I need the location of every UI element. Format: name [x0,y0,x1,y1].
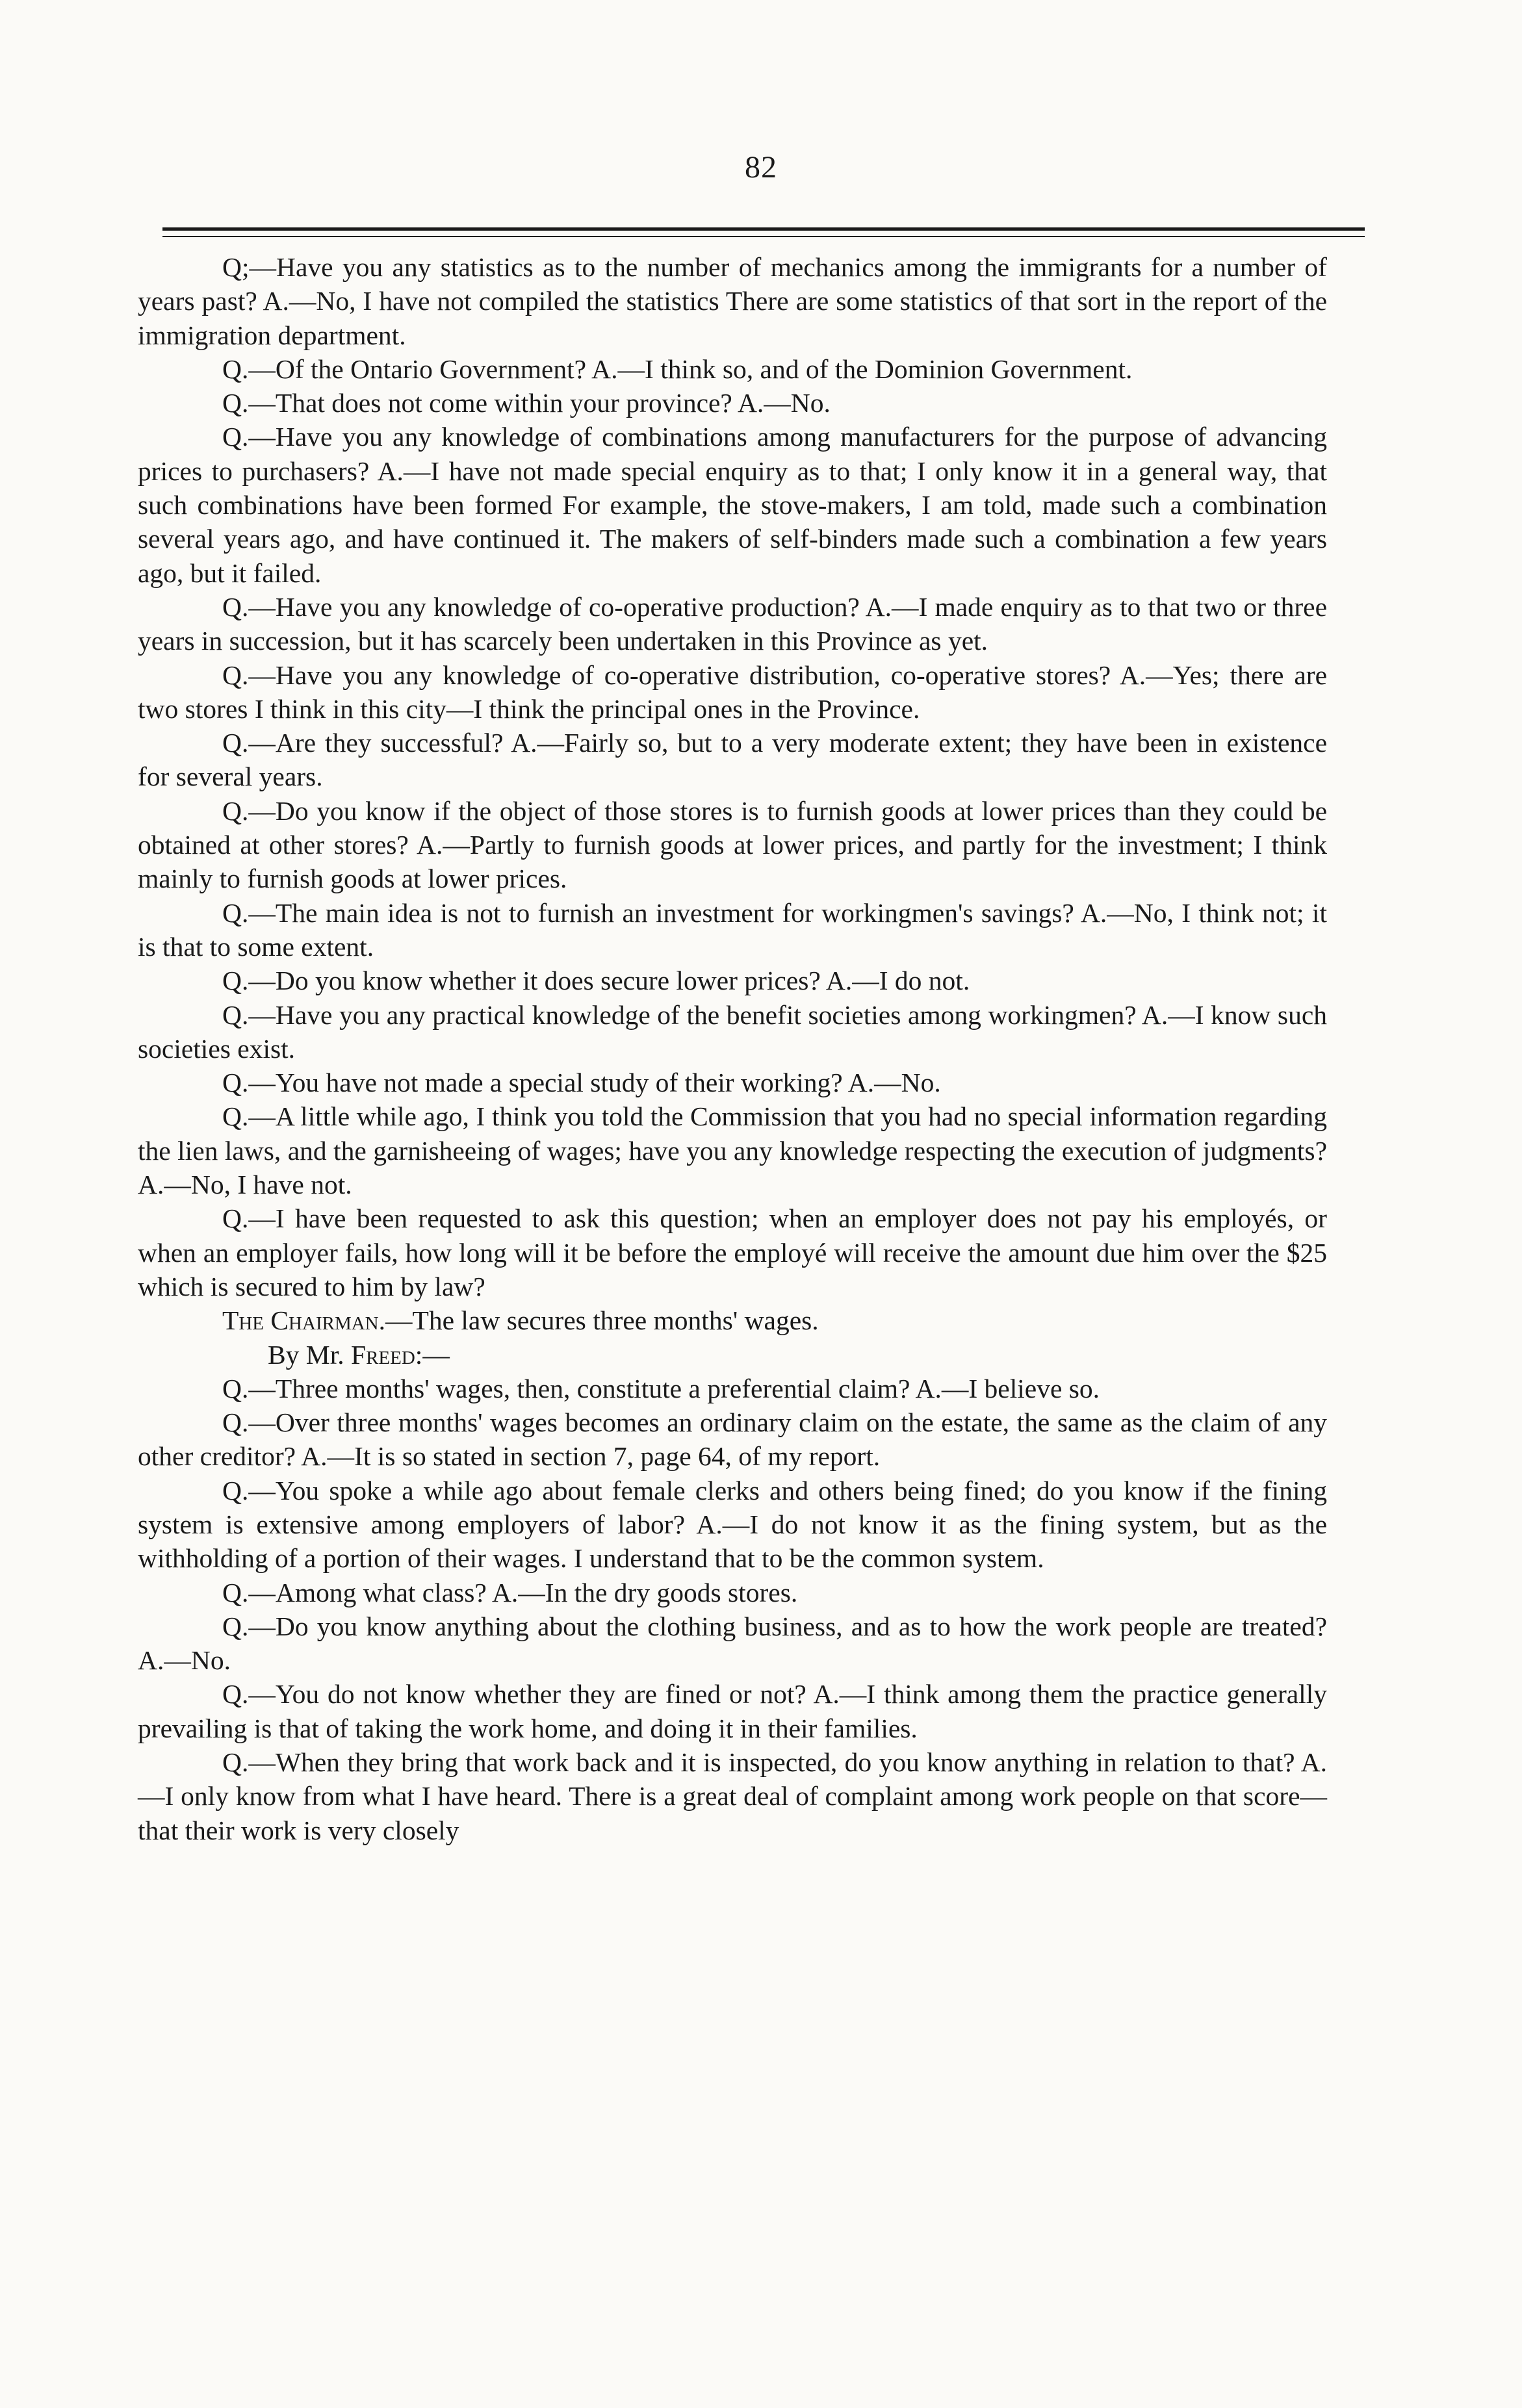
paragraph: Q.—I have been requested to ask this question; when an employer does not pay his employés, or when an employer fails, how long will it be before the employé will receive the amount due him over the $25 which is secured to him by law? [138,1203,1327,1301]
chairman-text: —The law secures three months' wages. [385,1305,819,1336]
paragraph: Q;—Have you any statistics as to the number of mechanics among the immigrants for a number of years past? A.—No, I have not compiled the statistics There are some statistics of that sort in the report of the immigration department. [138,252,1327,350]
header-rule-thin [162,236,1365,237]
paragraph: Q.—Do you know anything about the clothing business, and as to how the work people are treated? A.—No. [138,1611,1327,1676]
paragraph: Q.—Have you any knowledge of co-operative production? A.—I made enquiry as to that two or three years in succession, but it has scarcely been undertaken in this Province as yet. [138,591,1327,656]
chairman-statement [138,1303,1327,1337]
paragraph: Q.—The main idea is not to furnish an investment for workingmen's savings? A.—No, I think not; it is that to some extent. [138,897,1327,962]
speaker-name: The Chairman. [222,1305,385,1336]
paragraph: Q.—Do you know if the object of those stores is to furnish goods at lower prices than they could be obtained at other stores? A.—Partly to furnish goods at lower prices, and partly for the investment; I think mainly to furnish goods at lower prices. [138,795,1327,894]
paragraph: Q.—Do you know whether it does secure lower prices? A.—I do not. [222,966,970,996]
paragraph: Q.—Have you any practical knowledge of the benefit societies among workingmen? A.—I know such societies exist. [138,999,1327,1064]
paragraph: Q.—Are they successful? A.—Fairly so, but to a very moderate extent; they have been in existence for several years. [138,728,1327,792]
paragraph: Q.—Over three months' wages becomes an ordinary claim on the estate, the same as the claim of any other creditor? A.—It is so stated in section 7, page 64, of my report. [138,1407,1327,1472]
header-rule [162,227,1365,231]
testimony-text [138,250,1327,1847]
paragraph: Q.—Have you any knowledge of co-operative distribution, co-operative stores? A.—Yes; there are two stores I think in this city—I think the principal ones in the Province. [138,660,1327,724]
paragraph: Q.—You do not know whether they are fined or not? A.—I think among them the practice generally prevailing is that of taking the work home, and doing it in their families. [138,1679,1327,1743]
paragraph: Q.—You have not made a special study of their working? A.—No. [222,1068,941,1098]
page-number: 82 [745,150,777,185]
paragraph: Q.—Of the Ontario Government? A.—I think so, and of the Dominion Government. [222,353,1133,384]
by-line [138,1338,1327,1372]
paragraph: Q.—You spoke a while ago about female clerks and others being fined; do you know if the fining system is extensive among employers of labor? A.—I do not know it as the fining system, but as the withholding of a portion of their wages. I understand that to be the common system. [138,1475,1327,1574]
by-prefix: By Mr. [268,1339,351,1370]
paragraph: Q.—Among what class? A.—In the dry goods stores. [222,1577,798,1607]
by-suffix: :— [415,1339,450,1370]
paragraph: Q.—Have you any knowledge of combinations among manufacturers for the purpose of advancing prices to purchasers? A.—I have not made special enquiry as to that; I only know it in a general way, that such combinations have been formed For example, the stove-makers, I am told, made such a combination several years ago, and have continued it. The makers of self-binders made such a combination a few years ago, but it failed. [138,422,1327,588]
examiner-name: Freed [351,1339,415,1370]
paragraph: Q.—That does not come within your province? A.—No. [222,388,831,418]
paragraph: Q.—When they bring that work back and it is inspected, do you know anything in relation to that? A.—I only know from what I have heard. There is a great deal of complaint among work people on that score—that their work is very closely [138,1747,1327,1845]
paragraph: Q.—A little while ago, I think you told the Commission that you had no special information regarding the lien laws, and the garnisheeing of wages; have you any knowledge respecting the execution of judgments? A.—No, I have not. [138,1101,1327,1200]
paragraph: Q.—Three months' wages, then, constitute a preferential claim? A.—I believe so. [222,1373,1100,1403]
